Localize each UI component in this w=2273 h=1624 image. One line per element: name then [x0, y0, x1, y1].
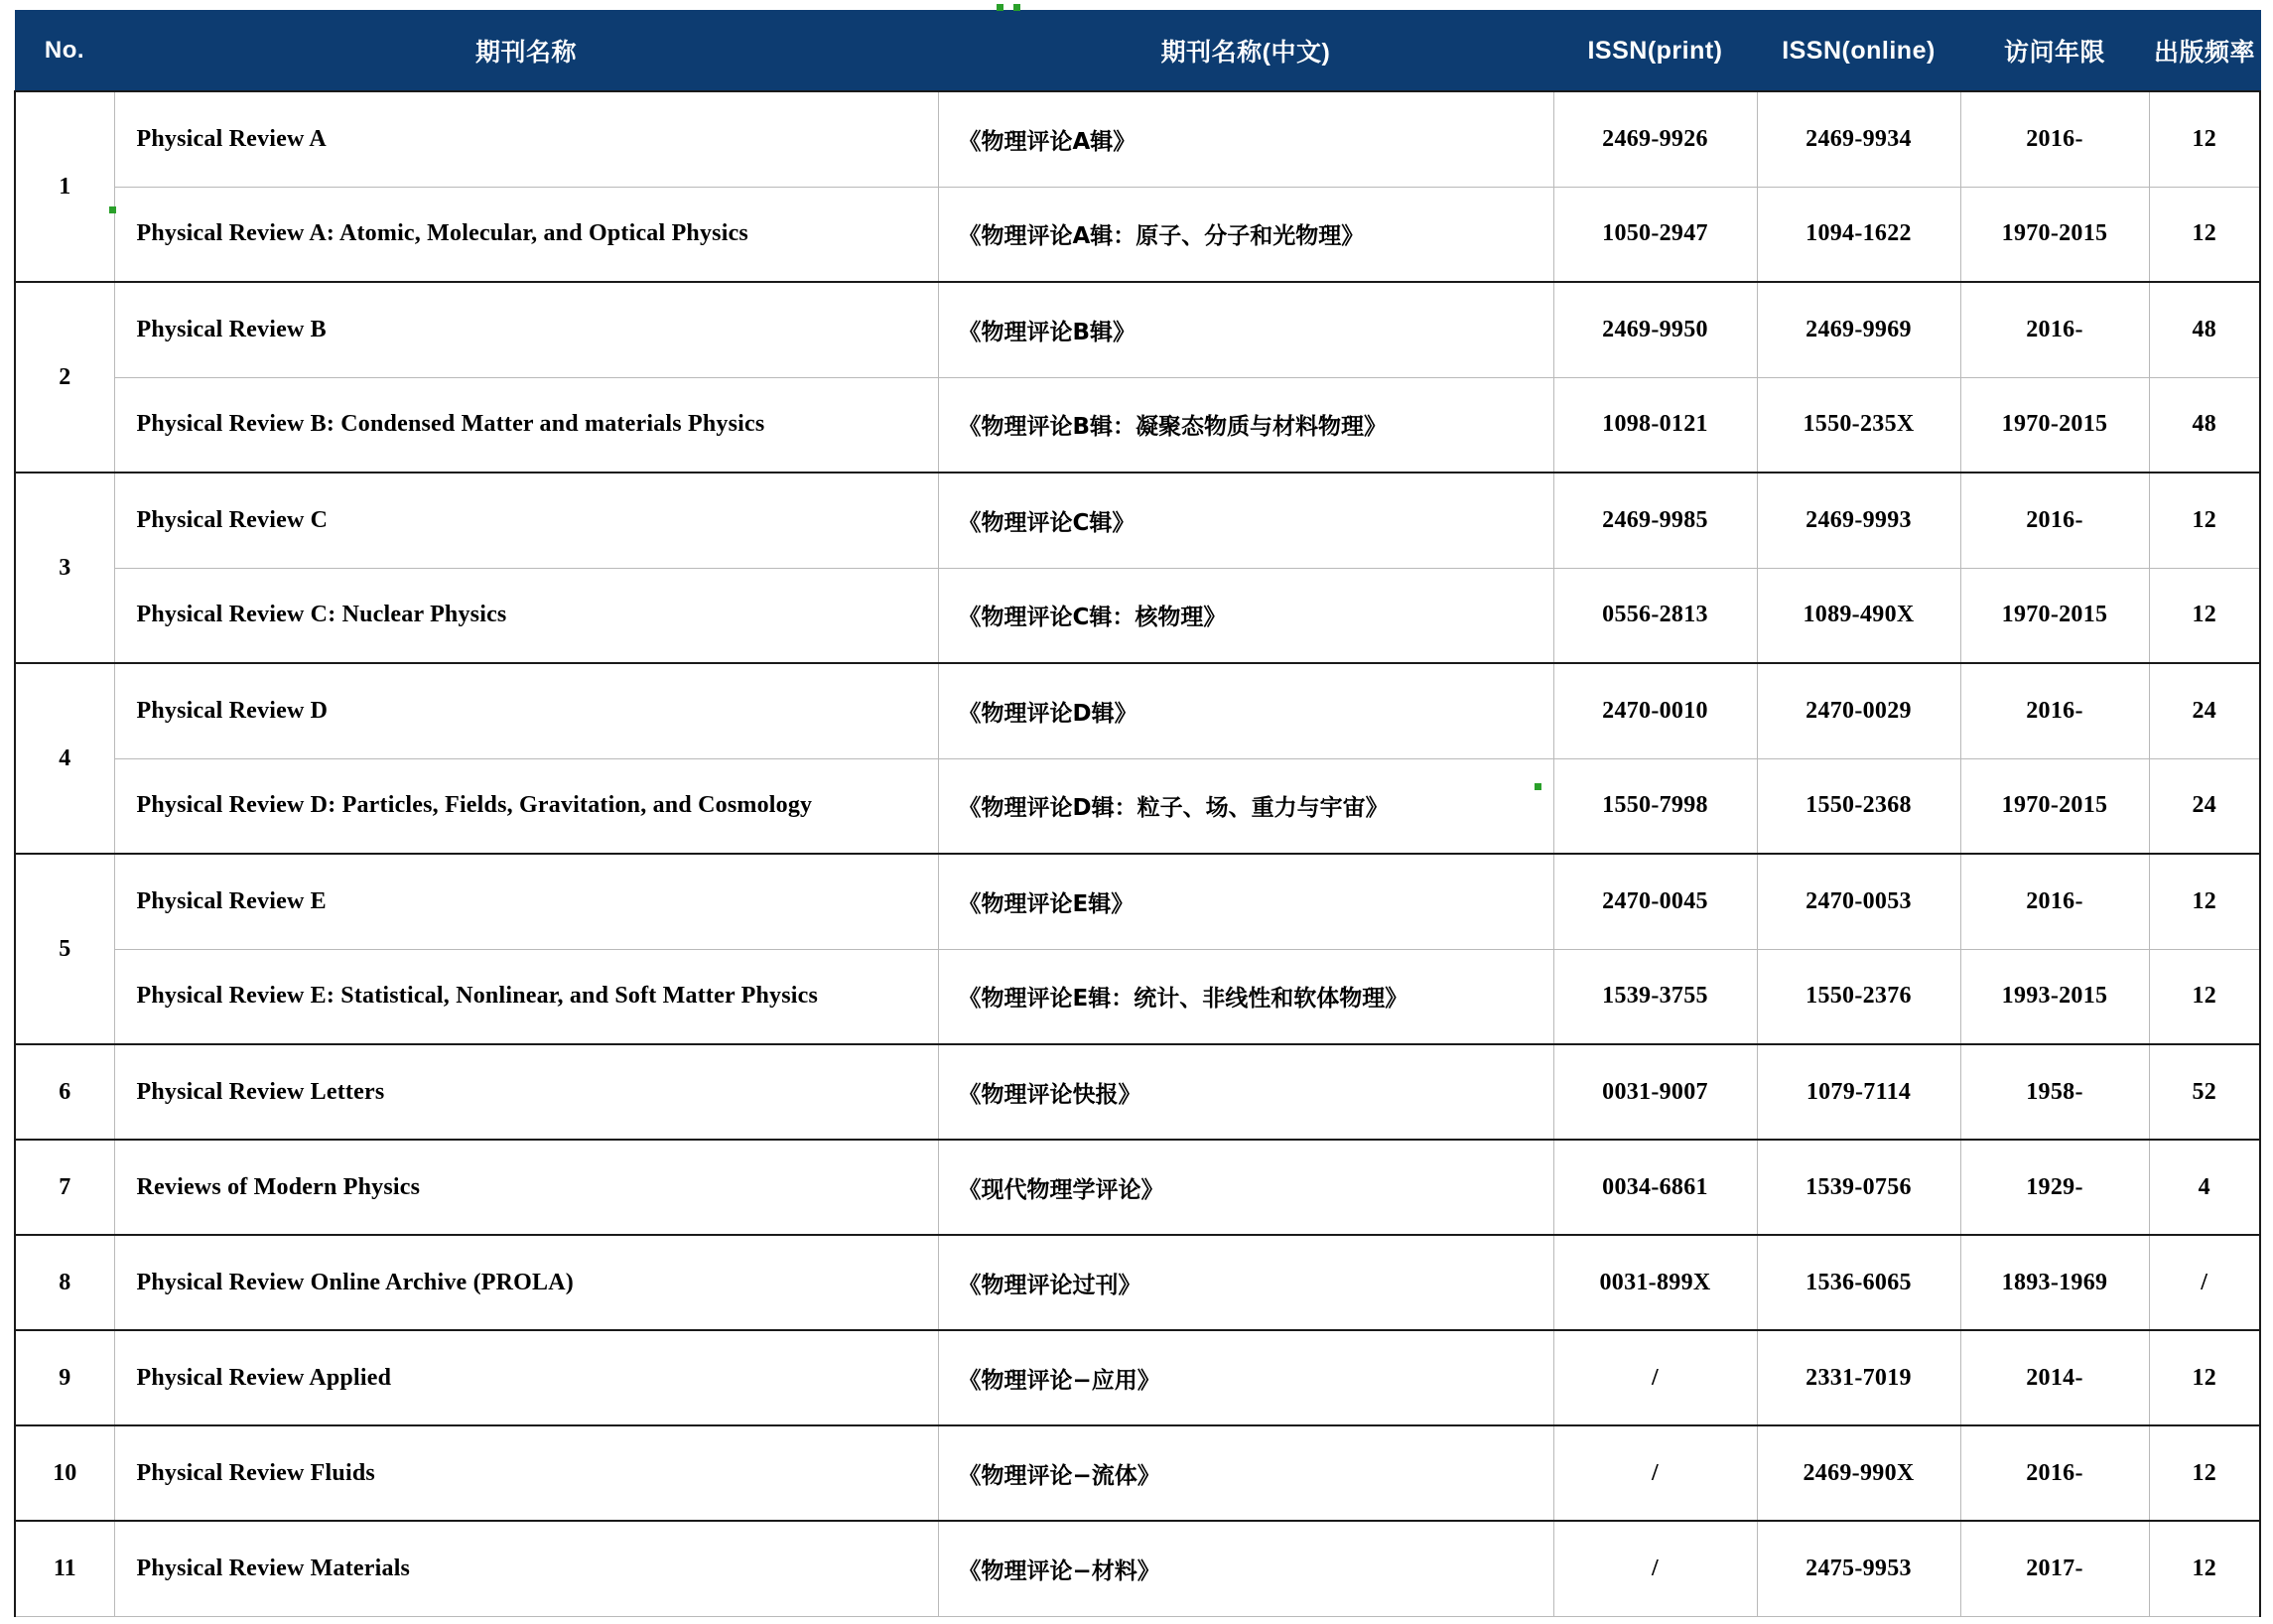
cell-journal-name: Physical Review E	[114, 854, 938, 949]
table-row	[15, 854, 2260, 949]
cell-journal-chinese-name: 《物理评论D辑：粒子、场、重力与宇宙》	[938, 758, 1553, 854]
cell-journal-name: Physical Review A	[114, 91, 938, 187]
cell-journal-name: Physical Review B: Condensed Matter and materials Physics	[114, 377, 938, 473]
cell-access-years: 1970-2015	[1960, 377, 2149, 473]
cell-issn-print: 1050-2947	[1553, 187, 1757, 282]
table-row	[15, 663, 2260, 758]
cell-issn-online: 1550-2376	[1757, 949, 1960, 1044]
cell-journal-chinese-name: 《物理评论D辑》	[938, 663, 1553, 758]
cell-journal-name: Physical Review Materials	[114, 1521, 938, 1616]
cell-access-years: 2016-	[1960, 91, 2149, 187]
cell-no: 8	[15, 1235, 114, 1330]
cell-journal-chinese-name: 《物理评论A辑》	[938, 91, 1553, 187]
cell-issn-print: 2470-0045	[1553, 854, 1757, 949]
cell-issn-print: 0031-9007	[1553, 1044, 1757, 1140]
table-header	[15, 11, 2260, 92]
marker-dot-icon	[1013, 4, 1020, 11]
cell-access-years: 1970-2015	[1960, 187, 2149, 282]
cell-access-years: 1970-2015	[1960, 758, 2149, 854]
column-header-issn-print: ISSN(print)	[1553, 11, 1757, 92]
cell-access-years: 1958-	[1960, 1044, 2149, 1140]
cell-journal-chinese-name: 《物理评论C辑：核物理》	[938, 568, 1553, 663]
cell-issn-online: 1094-1622	[1757, 187, 1960, 282]
cell-frequency: 48	[2149, 377, 2260, 473]
table-row	[15, 1044, 2260, 1140]
cell-issn-online: 2470-0029	[1757, 663, 1960, 758]
table-row	[15, 187, 2260, 282]
cell-no: 6	[15, 1044, 114, 1140]
cell-issn-online: 2469-9993	[1757, 473, 1960, 568]
cell-no: 3	[15, 473, 114, 663]
cell-journal-chinese-name: 《物理评论B辑》	[938, 282, 1553, 377]
cell-access-years: 1970-2015	[1960, 568, 2149, 663]
cell-access-years: 2016-	[1960, 473, 2149, 568]
cell-journal-name: Reviews of Modern Physics	[114, 1140, 938, 1235]
table-row	[15, 568, 2260, 663]
cell-frequency: 12	[2149, 854, 2260, 949]
cell-journal-name: Physical Review Fluids	[114, 1425, 938, 1521]
cell-issn-online: 2470-0053	[1757, 854, 1960, 949]
column-header-access-years: 访问年限	[1960, 11, 2149, 92]
cell-issn-print: 0556-2813	[1553, 568, 1757, 663]
cell-frequency: 12	[2149, 187, 2260, 282]
cell-journal-chinese-name: 《物理评论C辑》	[938, 473, 1553, 568]
cell-journal-name: Physical Review D: Particles, Fields, Gravitation, and Cosmology	[114, 758, 938, 854]
cell-frequency: 48	[2149, 282, 2260, 377]
column-header-issn-online: ISSN(online)	[1757, 11, 1960, 92]
cell-frequency: 12	[2149, 1425, 2260, 1521]
cell-issn-print: /	[1553, 1330, 1757, 1425]
cell-no: 5	[15, 854, 114, 1044]
cell-journal-chinese-name: 《物理评论−材料》	[938, 1521, 1553, 1616]
cell-no: 2	[15, 282, 114, 473]
cell-frequency: 12	[2149, 949, 2260, 1044]
cell-journal-chinese-name: 《物理评论过刊》	[938, 1235, 1553, 1330]
table-row	[15, 91, 2260, 187]
table-row	[15, 1235, 2260, 1330]
table-row	[15, 1425, 2260, 1521]
marker-dot-icon	[1535, 783, 1541, 790]
cell-journal-name: Physical Review E: Statistical, Nonlinear, and Soft Matter Physics	[114, 949, 938, 1044]
cell-issn-print: 2470-0010	[1553, 663, 1757, 758]
cell-journal-chinese-name: 《物理评论−应用》	[938, 1330, 1553, 1425]
cell-issn-print: 1550-7998	[1553, 758, 1757, 854]
cell-issn-print: 2469-9985	[1553, 473, 1757, 568]
cell-issn-print: 2469-9950	[1553, 282, 1757, 377]
cell-journal-name: Physical Review C	[114, 473, 938, 568]
cell-frequency: 4	[2149, 1140, 2260, 1235]
cell-issn-print: /	[1553, 1521, 1757, 1616]
cell-issn-online: 2469-990X	[1757, 1425, 1960, 1521]
cell-no: 9	[15, 1330, 114, 1425]
cell-frequency: 12	[2149, 91, 2260, 187]
cell-frequency: 24	[2149, 758, 2260, 854]
cell-no: 11	[15, 1521, 114, 1616]
cell-access-years: 2014-	[1960, 1330, 2149, 1425]
cell-journal-name: Physical Review A: Atomic, Molecular, and Optical Physics	[114, 187, 938, 282]
cell-no: 7	[15, 1140, 114, 1235]
cell-frequency: /	[2149, 1235, 2260, 1330]
cell-access-years: 1893-1969	[1960, 1235, 2149, 1330]
marker-dot-icon	[997, 4, 1003, 11]
cell-issn-online: 1550-2368	[1757, 758, 1960, 854]
cell-frequency: 12	[2149, 1521, 2260, 1616]
cell-journal-name: Physical Review C: Nuclear Physics	[114, 568, 938, 663]
cell-frequency: 12	[2149, 473, 2260, 568]
journal-table	[14, 10, 2261, 1617]
column-header-frequency: 出版频率	[2149, 11, 2260, 92]
table-body	[15, 91, 2260, 1616]
cell-frequency: 12	[2149, 1330, 2260, 1425]
cell-journal-chinese-name: 《物理评论E辑：统计、非线性和软体物理》	[938, 949, 1553, 1044]
cell-journal-chinese-name: 《物理评论快报》	[938, 1044, 1553, 1140]
cell-access-years: 2016-	[1960, 854, 2149, 949]
cell-journal-chinese-name: 《物理评论B辑：凝聚态物质与材料物理》	[938, 377, 1553, 473]
cell-access-years: 2016-	[1960, 663, 2149, 758]
cell-frequency: 24	[2149, 663, 2260, 758]
cell-issn-online: 2469-9934	[1757, 91, 1960, 187]
cell-no: 4	[15, 663, 114, 854]
cell-journal-name: Physical Review Online Archive (PROLA)	[114, 1235, 938, 1330]
cell-no: 1	[15, 91, 114, 282]
cell-issn-print: 0031-899X	[1553, 1235, 1757, 1330]
cell-journal-name: Physical Review B	[114, 282, 938, 377]
marker-dot-icon	[109, 206, 116, 213]
table-row	[15, 949, 2260, 1044]
column-header-chinese-name: 期刊名称(中文)	[938, 11, 1553, 92]
column-header-no: No.	[15, 11, 114, 92]
cell-access-years: 1993-2015	[1960, 949, 2149, 1044]
table-row	[15, 1521, 2260, 1616]
cell-frequency: 52	[2149, 1044, 2260, 1140]
cell-issn-online: 2475-9953	[1757, 1521, 1960, 1616]
cell-issn-online: 1536-6065	[1757, 1235, 1960, 1330]
cell-issn-online: 1079-7114	[1757, 1044, 1960, 1140]
table-row	[15, 282, 2260, 377]
cell-journal-chinese-name: 《物理评论E辑》	[938, 854, 1553, 949]
cell-access-years: 2016-	[1960, 282, 2149, 377]
cell-frequency: 12	[2149, 568, 2260, 663]
cell-journal-name: Physical Review D	[114, 663, 938, 758]
cell-no: 10	[15, 1425, 114, 1521]
table-header-row	[15, 11, 2260, 92]
column-header-name: 期刊名称	[114, 11, 938, 92]
cell-access-years: 1929-	[1960, 1140, 2149, 1235]
cell-journal-chinese-name: 《物理评论A辑：原子、分子和光物理》	[938, 187, 1553, 282]
cell-journal-name: Physical Review Applied	[114, 1330, 938, 1425]
table-row	[15, 473, 2260, 568]
cell-issn-print: 0034-6861	[1553, 1140, 1757, 1235]
cell-issn-print: 1539-3755	[1553, 949, 1757, 1044]
cell-issn-print: /	[1553, 1425, 1757, 1521]
table-row	[15, 758, 2260, 854]
cell-issn-online: 1550-235X	[1757, 377, 1960, 473]
table-row	[15, 1140, 2260, 1235]
cell-journal-name: Physical Review Letters	[114, 1044, 938, 1140]
cell-issn-print: 2469-9926	[1553, 91, 1757, 187]
cell-issn-online: 2331-7019	[1757, 1330, 1960, 1425]
cell-access-years: 2017-	[1960, 1521, 2149, 1616]
table-row	[15, 377, 2260, 473]
cell-journal-chinese-name: 《现代物理学评论》	[938, 1140, 1553, 1235]
cell-issn-print: 1098-0121	[1553, 377, 1757, 473]
table-row	[15, 1330, 2260, 1425]
cell-journal-chinese-name: 《物理评论−流体》	[938, 1425, 1553, 1521]
cell-issn-online: 1089-490X	[1757, 568, 1960, 663]
cell-issn-online: 1539-0756	[1757, 1140, 1960, 1235]
cell-access-years: 2016-	[1960, 1425, 2149, 1521]
cell-issn-online: 2469-9969	[1757, 282, 1960, 377]
